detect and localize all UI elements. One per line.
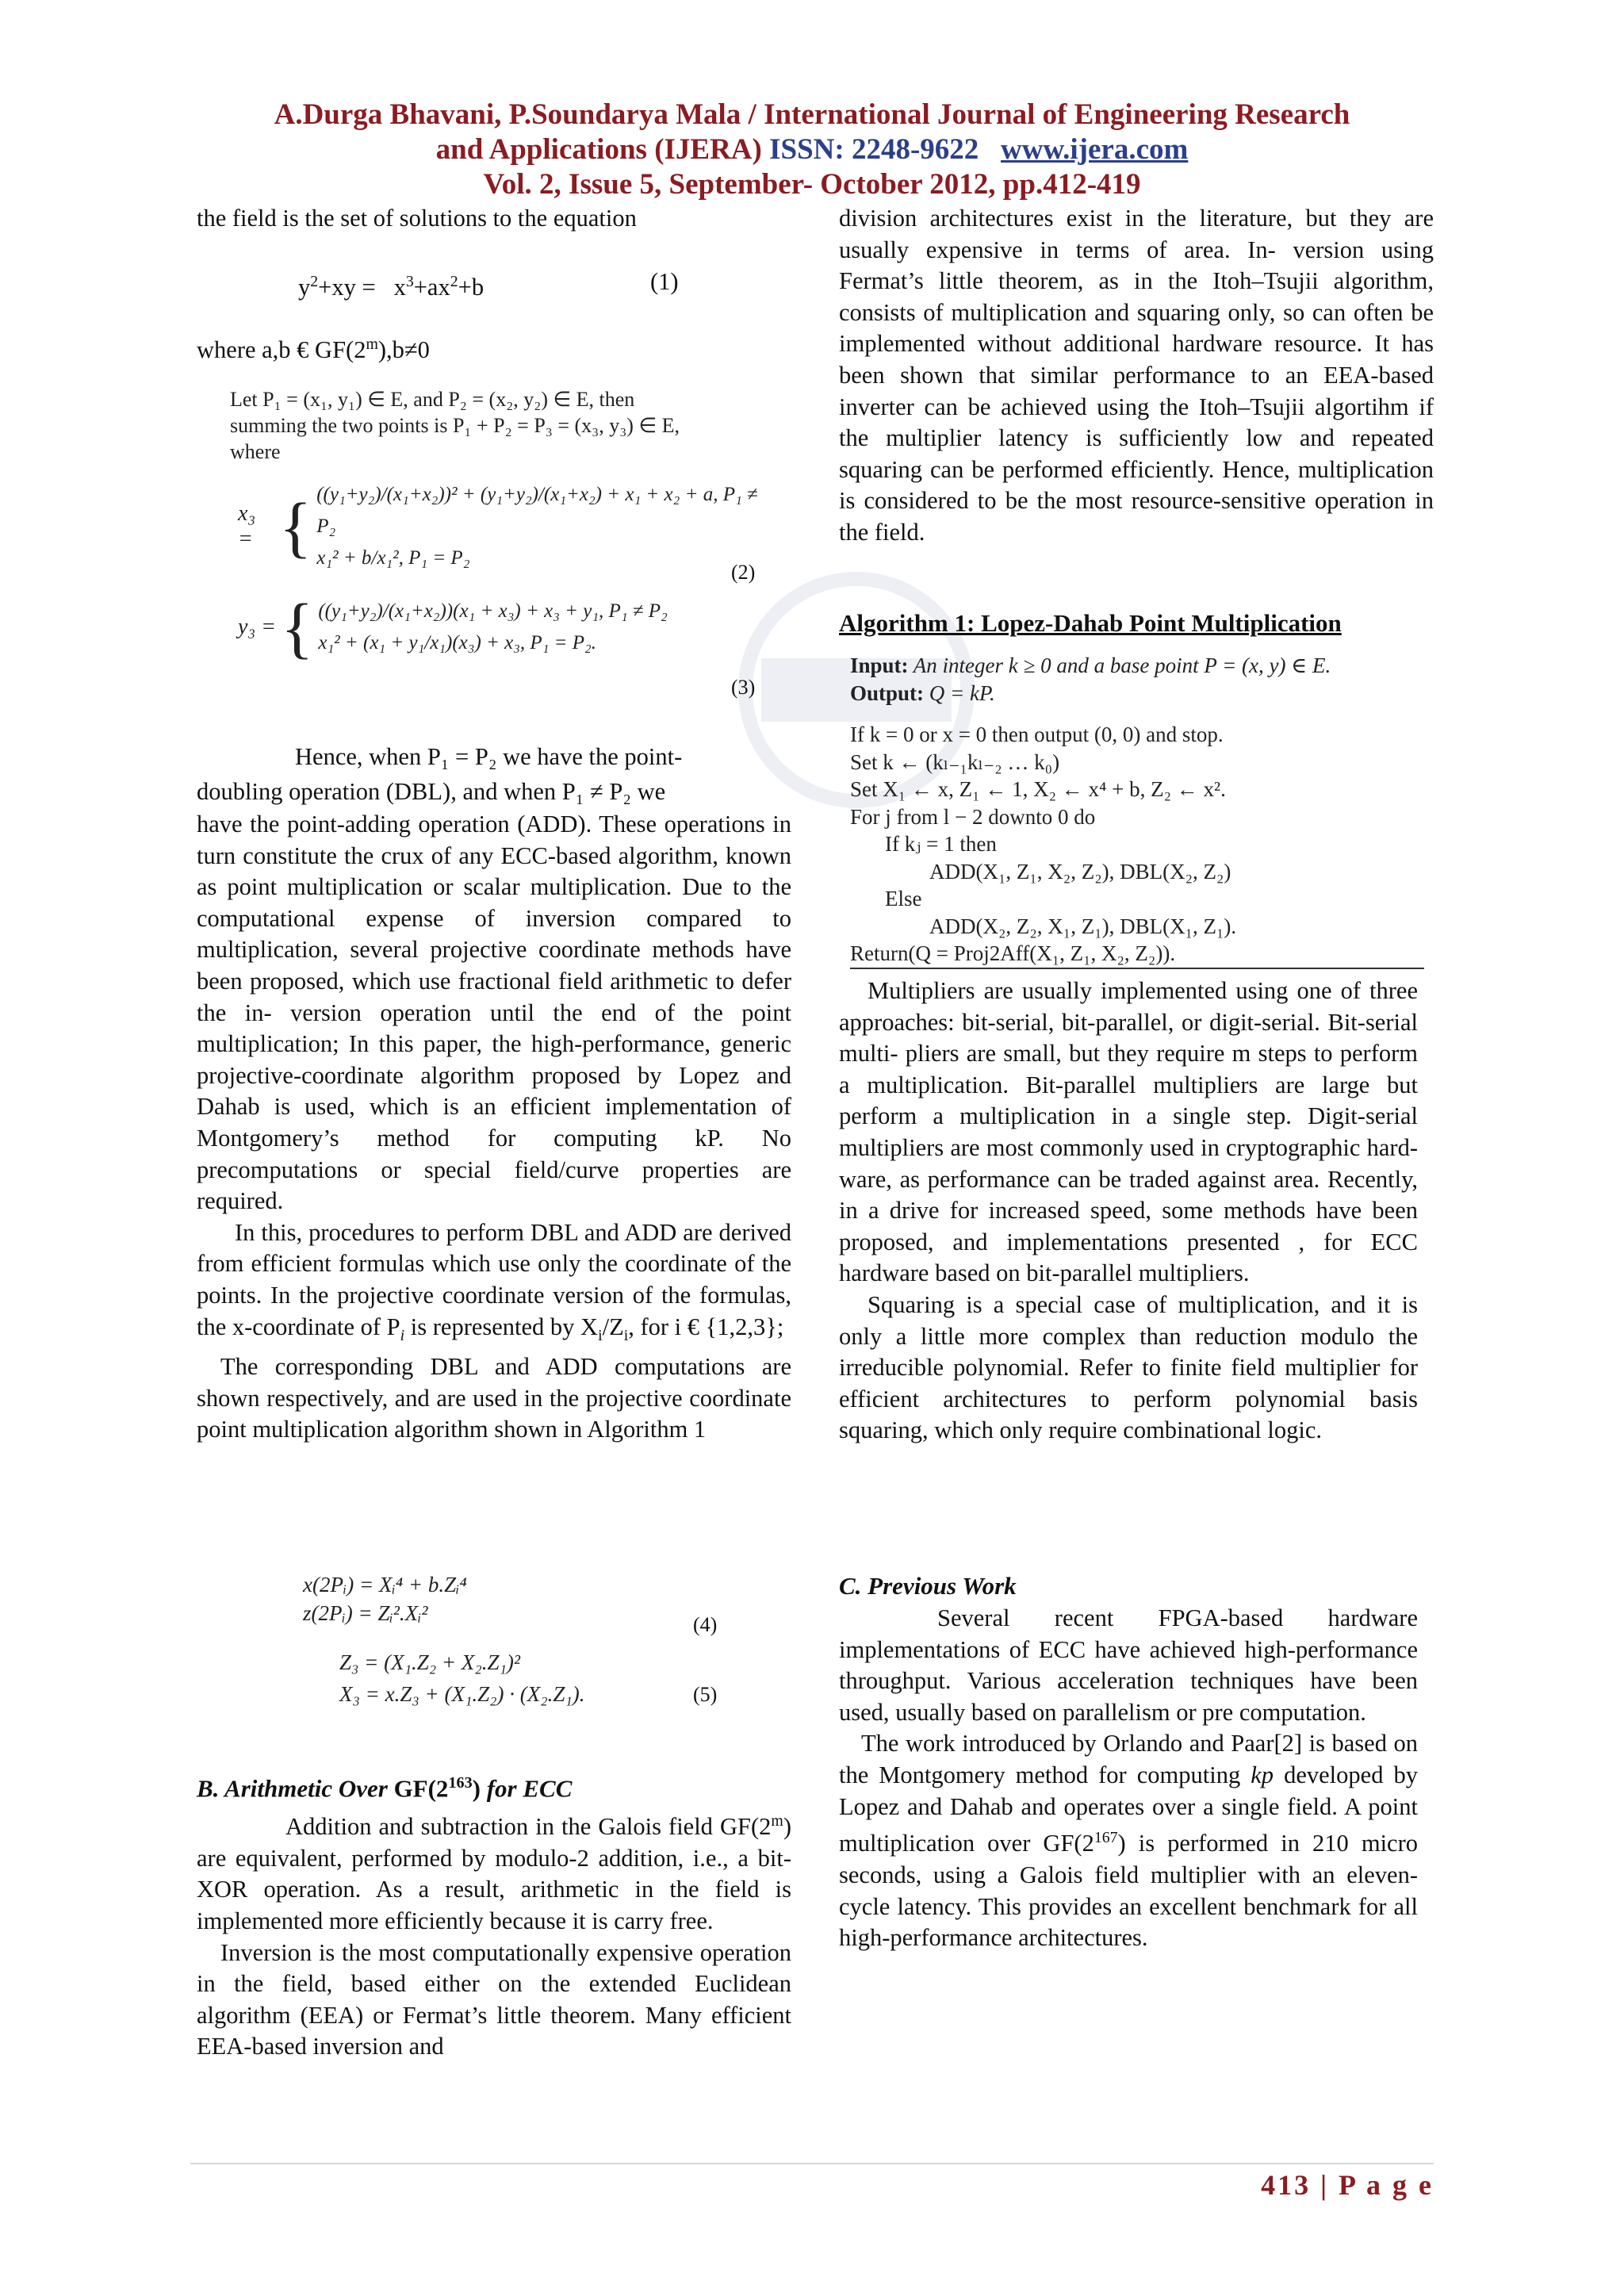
point-addition-text: Let P₁ = (x₁, y₁) ∈ E, and P₂ = (x₂, y₂) ∈ E, then summing the two points is P₁ + P₂ = P₃ = (x₃, y₃) ∈ E, where — [230, 388, 680, 463]
section-b-heading: B. Arithmetic Over $GF(2^{163})$ for ECC — [197, 1774, 573, 1803]
equation-1: $y^2+xy = x^3+ax^2+b$ — [298, 273, 485, 301]
equation-2-number: (2) — [731, 561, 756, 584]
inversion-paragraph: Inversion is the most computationally expensive operation in the field, based either on the extended Euclidean algorithm (EEA) or Fermat’s little theorem. Many efficient EEA-based inversion and — [197, 1938, 791, 2060]
previous-work-paragraph: Several recent FPGA-based hardware implementations of ECC have achieved high-performance throughput. Various acceleration techniques have been used, usually based on parallelism or pre computation. — [839, 1604, 1418, 1726]
left-hence-paragraph: Hence, when P₁ = P₂ we have the point- doubling operation (DBL), and when P₁ ≠ P₂ we have the point-adding operation (ADD). These operations in turn constitute the crux of any ECC-based algorithm, known as point multiplication or scalar multiplication. Due to the computational expense of inversion compared to multiplication, several projective coordinate methods have been proposed, which use fractional field arithmetic to defer the in- version operation until the end of the point multiplication; In this paper, the high-performance, generic projective-coordinate algorithm proposed by Lopez and Dahab is used, which is an efficient implementation of Montgomery’s method for computing kP. No precomputations or special field/curve properties are required. In this, procedures to perform DBL and ADD are derived from efficient formulas which use only the coordinate of the points. In the projective coordinate version of the formulas, the x-coordinate of $P_i$ is represented by $X_i/Z_i$, for i € {1,2,3}; The corresponding DBL and ADD computations are shown respectively, and are used in the projective coordinate point multiplication algorithm shown in Algorithm 1 — [197, 739, 791, 1446]
running-header-line2 — [0, 132, 1624, 167]
footer-rule — [190, 2163, 1434, 2164]
right-division-paragraph: division architectures exist in the literature, but they are usually expensive in terms of area. In- version using Fermat’s little theorem, as in the Itoh–Tsujii algorithm, consists of multiplication and squaring only, so can often be implemented without additional hardware resource. It has been shown that similar performance to an EEA-based inverter can be achieved using the Itoh–Tsujii algortihm if the multiplier latency is sufficiently low and repeated squaring can be performed efficiently. Hence, multiplication is considered to be the most resource-sensitive operation in the field. — [839, 205, 1434, 546]
addition-paragraph: Addition and subtraction in the Galois field GF(2$^m$) are equivalent, performed by modulo-2 addition, i.e., a bit-XOR operation. As a result, arithmetic in the field is implemented more efficiently because it is carry free. — [197, 1812, 791, 1934]
equation-5: Z₃ = (X₁.Z₂ + X₂.Z₁)² X₃ = x.Z₃ + (X₁.Z₂) · (X₂.Z₁). — [339, 1650, 585, 1706]
left-procedures-paragraph: In this, procedures to perform DBL and ADD are derived from efficient formulas which use only the coordinate of the points. In the projective coordinate version of the formulas, the x-coordinate of $P_i$ is represented by $X_i/Z_i$, for i € {1,2,3}; — [197, 1218, 791, 1344]
algorithm-1-title: Algorithm 1: Lopez-Dahab Point Multiplication — [839, 609, 1342, 637]
equation-3-number: (3) — [731, 676, 756, 699]
journal-website-link[interactable]: www.ijera.com — [1001, 133, 1189, 166]
squaring-paragraph: Squaring is a special case of multiplication, and it is only a little more complex than reduction modulo the irreducible polynomial. Refer to finite field multiplier for efficient architectures to perform polynomial basis squaring, which only require combinational logic. — [839, 1290, 1418, 1444]
equation-2: x₃ = { ((y₁+y₂)/(x₁+x₂))² + (y₁+y₂)/(x₁+x₂) + x₁ + x₂ + a, P₁ ≠ P₂ x₁² + b/x₁², P₁ = P₂ — [238, 484, 758, 569]
equation-5-number: (5) — [693, 1683, 718, 1706]
page-number: 413 | P a g e — [1261, 2169, 1434, 2201]
running-header-line3: Vol. 2, Issue 5, September- October 2012, pp.412-419 — [483, 168, 1141, 201]
section-c-heading: C. Previous Work — [839, 1572, 1017, 1600]
equation-4-number: (4) — [693, 1613, 718, 1636]
orlando-paar-paragraph: The work introduced by Orlando and Paar[2] is based on the Montgomery method for computing kp developed by Lopez and Dahab and operates over a single field. A point multiplication over $GF(2^{167})$ is performed in 210 micro seconds, using a Galois field multiplier with an eleven-cycle latency. This provides an excellent benchmark for all high-performance architectures. — [839, 1730, 1418, 1952]
where-condition: where a,b € $GF(2^m),b\ne 0$ — [197, 335, 430, 364]
journal-name-tail: and Applications (IJERA) — [435, 133, 770, 166]
multipliers-paragraph: Multipliers are usually implemented using one of three approaches: bit-serial, bit-parallel, or digit-serial. Bit-serial multi- pliers are small, but they require m steps to perform a multiplication. Bit-parallel multipliers are large but perform a multiplication in a single step. Digit-serial multipliers are most commonly used in cryptographic hard- ware, as performance can be traded against area. Recently, in a drive for increased speed, some methods have been proposed, and implementations presented , for ECC hardware based on bit-parallel multipliers. — [839, 977, 1418, 1287]
algorithm-1-body: Input: An integer k ≥ 0 and a base point P = (x, y) ∈ E. Output: Q = kP. If k = 0 or x = 0 then output (0, 0) and stop. Set k ← (kₗ₋₁kₗ₋₂ … k₀) Set X₁ ← x, Z₁ ← 1, X₂ ← x⁴ + b, Z₂ ← x². For j from l − 2 downto 0 do If kⱼ = 1 then ADD(X₁, Z₁, X₂, Z₂), DBL(X₂, Z₂) Else ADD(X₂, Z₂, X₁, Z₁), DBL(X₁, Z₁). Return(Q = Proj2Aff(X₁, Z₁, X₂, Z₂)). — [850, 652, 1421, 969]
right-multipliers-text — [839, 976, 1418, 1447]
equation-1-number: (1) — [650, 268, 679, 295]
running-header-line1: A.Durga Bhavani, P.Soundarya Mala / International Journal of Engineering Research — [274, 98, 1350, 131]
left-intro-sentence: the field is the set of solutions to the equation — [197, 205, 637, 232]
equation-3: y₃ = { ((y₁+y₂)/(x₁+x₂))(x₁ + x₃) + x₃ + y₁, P₁ ≠ P₂ x₁² + (x₁ + y₁/x₁)(x₃) + x₃, P₁ = P₂. — [238, 589, 668, 665]
right-previous-work-text — [839, 1603, 1418, 1954]
left-arithmetic-text — [197, 1806, 791, 2063]
left-corresponding-paragraph: The corresponding DBL and ADD computations are shown respectively, and are used in the projective coordinate point multiplication algorithm shown in Algorithm 1 — [197, 1353, 791, 1443]
equation-4: x(2Pᵢ) = Xᵢ⁴ + b.Zᵢ⁴ z(2Pᵢ) = Zᵢ².Xᵢ² — [303, 1573, 467, 1625]
issn-number: ISSN: 2248-9622 — [769, 133, 979, 166]
